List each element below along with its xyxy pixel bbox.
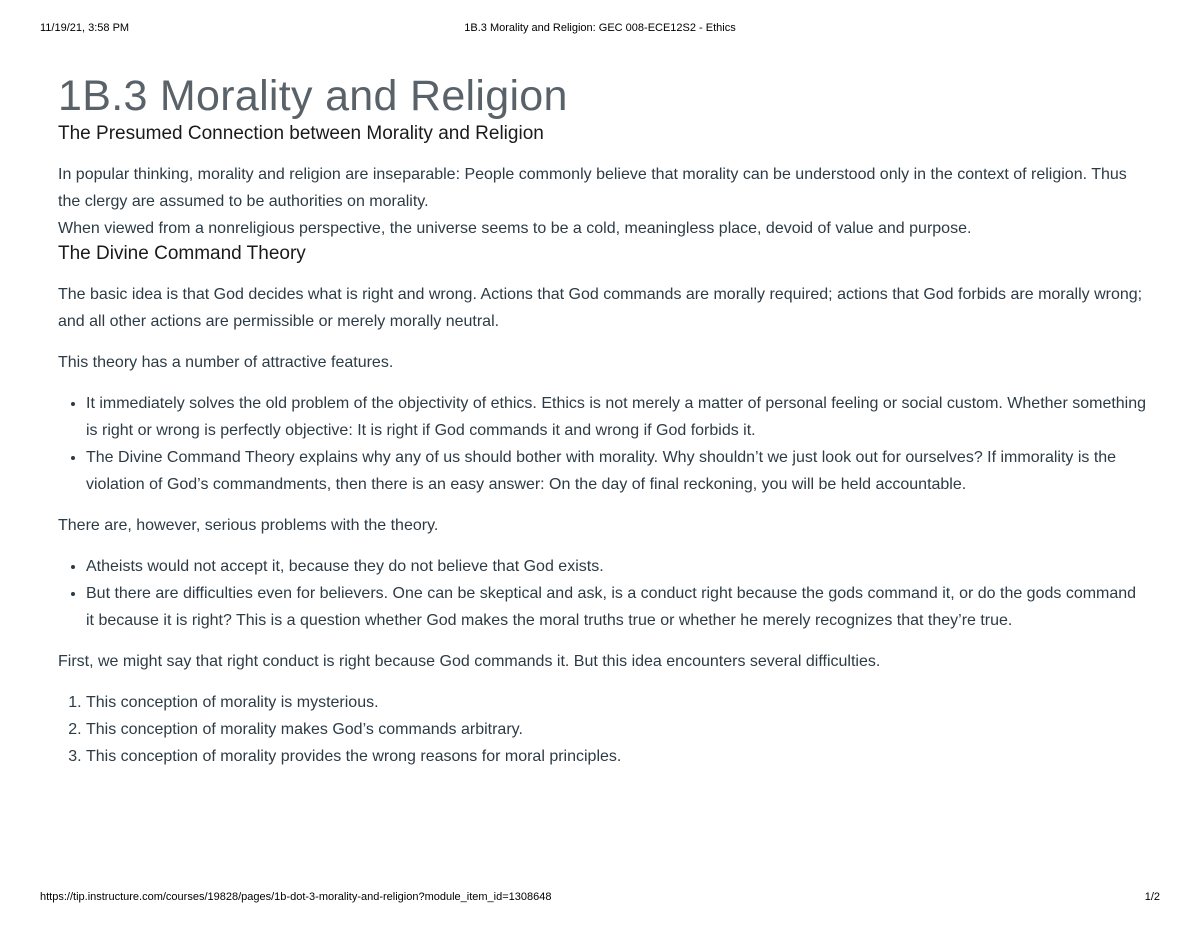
section-heading-divine-command: The Divine Command Theory bbox=[58, 243, 306, 264]
paragraph-serious-problems: There are, however, serious problems with the theory. bbox=[58, 517, 439, 534]
list-item: • Atheists would not accept it, because they do not believe that God exists. bbox=[86, 553, 1148, 580]
print-header bbox=[40, 22, 1160, 38]
section-heading-connection: The Presumed Connection between Morality and Religion bbox=[58, 123, 544, 144]
list-item: • It immediately solves the old problem of the objectivity of ethics. Ethics is not merely a matter of personal feeling or social custom. Whether something is right or wrong is perfectly objective: It is right if God commands it and wrong if God forbids it. bbox=[86, 390, 1148, 444]
print-document-title: 1B.3 Morality and Religion: GEC 008-ECE12S2 - Ethics bbox=[464, 22, 736, 34]
paragraph-attractive-features: This theory has a number of attractive features. bbox=[58, 354, 394, 371]
list-item: • But there are difficulties even for believers. One can be skeptical and ask, is a conduct right because the gods command it, or do the gods command it because it is right? This is a question whether God makes the moral truths true or whether he merely recognizes that they’re true. bbox=[86, 580, 1148, 634]
paragraph-first-difficulties: First, we might say that right conduct is right because God commands it. But this idea encounters several difficulties. bbox=[58, 653, 881, 670]
list-item: • The Divine Command Theory explains why any of us should bother with morality. Why shouldn’t we just look out for ourselves? If immorality is the violation of God’s commandments, then there is an easy answer: On the day of final reckoning, you will be held accountable. bbox=[86, 444, 1148, 498]
list-item: 1. This conception of morality is mysterious. bbox=[86, 689, 1148, 716]
problems-list bbox=[58, 553, 1148, 634]
print-page-url: https://tip.instructure.com/courses/19828/pages/1b-dot-3-morality-and-religion?module_item_id=1308648 bbox=[40, 891, 552, 903]
page-title: 1B.3 Morality and Religion bbox=[58, 72, 568, 120]
paragraph-basic-idea: The basic idea is that God decides what is right and wrong. Actions that God commands are morally required; actions that God forbids are morally wrong; and all other actions are permissible or merely morally neutral. bbox=[58, 286, 1143, 330]
paragraph-nonreligious-perspective: When viewed from a nonreligious perspective, the universe seems to be a cold, meaningless place, devoid of value and purpose. bbox=[58, 220, 972, 237]
page-content bbox=[58, 70, 1148, 770]
paragraph-popular-thinking: In popular thinking, morality and religion are inseparable: People commonly believe that morality can be understood only in the context of religion. Thus the clergy are assumed to be authorities on morality. bbox=[58, 166, 1127, 210]
list-item: 3. This conception of morality provides the wrong reasons for moral principles. bbox=[86, 743, 1148, 770]
print-footer bbox=[40, 891, 1160, 907]
features-list bbox=[58, 390, 1148, 498]
print-page-number: 1/2 bbox=[1144, 891, 1160, 903]
list-item: 2. This conception of morality makes God’s commands arbitrary. bbox=[86, 716, 1148, 743]
difficulties-list bbox=[58, 689, 1148, 770]
print-datetime: 11/19/21, 3:58 PM bbox=[40, 22, 130, 34]
